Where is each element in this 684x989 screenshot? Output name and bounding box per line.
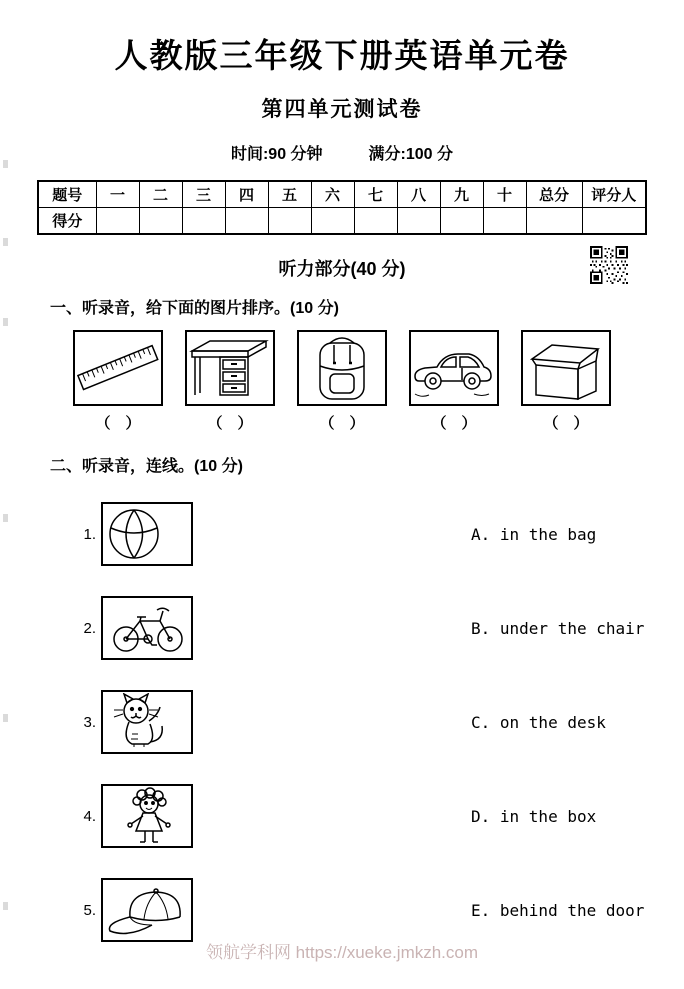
header-cell: 五 — [268, 181, 311, 208]
answer-blank: （ ） — [207, 415, 253, 432]
match-option: B. under the chair — [471, 618, 645, 638]
binding-mark — [3, 714, 8, 722]
car-icon — [412, 333, 496, 403]
match-row — [76, 502, 684, 566]
match-row — [76, 596, 684, 660]
header-cell: 评分人 — [582, 181, 646, 208]
header-cell: 九 — [440, 181, 483, 208]
item-number: 1. — [83, 525, 96, 543]
part1-answer-row — [0, 412, 684, 433]
score-table-score-row — [38, 208, 646, 235]
score-cell — [96, 208, 139, 235]
part2-image-bicycle — [101, 596, 193, 660]
score-cell — [139, 208, 182, 235]
answer-blank: （ ） — [543, 415, 589, 432]
doll-girl-icon — [104, 787, 190, 845]
part2-image-ball — [101, 502, 193, 566]
backpack-icon — [300, 333, 384, 403]
ball-icon — [104, 505, 190, 563]
score-table-header-row — [38, 181, 646, 208]
page-subtitle: 第四单元测试卷 — [261, 98, 423, 121]
header-cell: 七 — [354, 181, 397, 208]
score-cell — [354, 208, 397, 235]
header-cell: 六 — [311, 181, 354, 208]
item-number: 2. — [83, 619, 96, 637]
header-cell: 一 — [96, 181, 139, 208]
answer-blank: （ ） — [95, 415, 141, 432]
binding-mark — [3, 318, 8, 326]
score-table — [37, 180, 647, 235]
score-cell — [582, 208, 646, 235]
match-row — [76, 784, 684, 848]
item-number: 5. — [83, 901, 96, 919]
header-cell: 题号 — [38, 181, 96, 208]
site-watermark: 领航学科网 https://xueke.jmkzh.com — [205, 943, 479, 962]
score-cell — [397, 208, 440, 235]
match-option: E. behind the door — [471, 900, 645, 920]
answer-blank: （ ） — [431, 415, 477, 432]
bicycle-icon — [104, 599, 190, 657]
score-cell — [483, 208, 526, 235]
part1-heading: 一、听录音，给下面的图片排序。(10 分) — [50, 300, 339, 317]
cat-icon — [104, 693, 190, 751]
page-title: 人教版三年级下册英语单元卷 — [114, 37, 570, 74]
score-cell — [182, 208, 225, 235]
binding-mark — [3, 160, 8, 168]
item-number: 3. — [83, 713, 96, 731]
exam-meta — [0, 141, 684, 164]
part1-image-row — [0, 330, 684, 406]
header-cell: 总分 — [526, 181, 582, 208]
part1-image-backpack — [297, 330, 387, 406]
header-cell: 四 — [225, 181, 268, 208]
part1-image-storage-box — [521, 330, 611, 406]
part2-image-cap — [101, 878, 193, 942]
part1-image-ruler — [73, 330, 163, 406]
header-cell: 十 — [483, 181, 526, 208]
binding-mark — [3, 514, 8, 522]
header-cell: 二 — [139, 181, 182, 208]
score-cell — [526, 208, 582, 235]
score-cell — [225, 208, 268, 235]
cap-icon — [104, 881, 190, 939]
answer-blank: （ ） — [319, 415, 365, 432]
exam-full-score: 满分:100 分 — [368, 146, 454, 163]
exam-time: 时间:90 分钟 — [230, 146, 323, 163]
item-number: 4. — [83, 807, 96, 825]
match-option: C. on the desk — [471, 712, 606, 732]
part1-image-car — [409, 330, 499, 406]
desk-icon — [188, 333, 272, 403]
listening-section-title: 听力部分(40 分) — [278, 259, 406, 279]
match-row — [76, 878, 684, 942]
part2-image-doll-girl — [101, 784, 193, 848]
part1-image-desk — [185, 330, 275, 406]
part2-image-cat — [101, 690, 193, 754]
score-cell — [440, 208, 483, 235]
binding-mark — [3, 902, 8, 910]
header-cell: 八 — [397, 181, 440, 208]
qr-code-icon — [590, 246, 628, 284]
match-option: D. in the box — [471, 806, 597, 826]
score-cell — [311, 208, 354, 235]
match-row — [76, 690, 684, 754]
score-cell — [268, 208, 311, 235]
match-option: A. in the bag — [471, 524, 597, 544]
binding-mark — [3, 238, 8, 246]
storage-box-icon — [524, 333, 608, 403]
part2-heading: 二、听录音，连线。(10 分) — [50, 458, 243, 475]
ruler-icon — [76, 333, 160, 403]
header-cell: 三 — [182, 181, 225, 208]
score-row-label: 得分 — [38, 208, 96, 235]
